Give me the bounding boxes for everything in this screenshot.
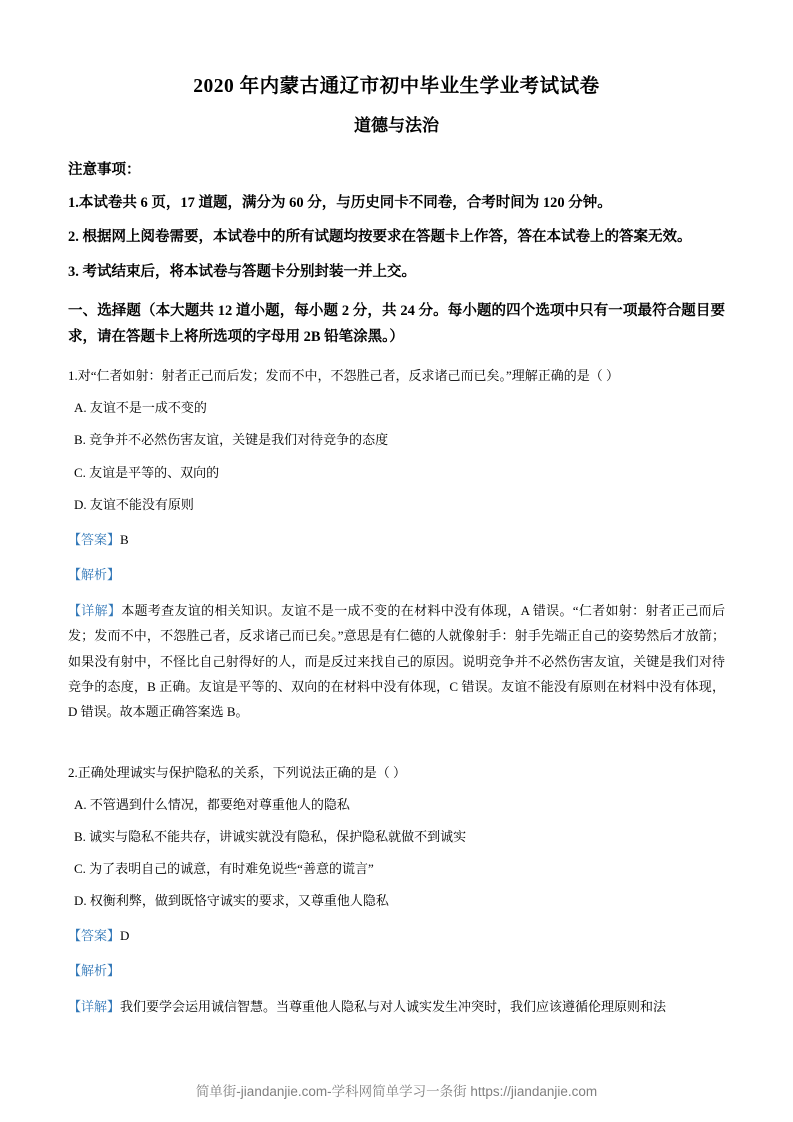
question-option: B. 竞争并不必然伤害友谊，关键是我们对待竞争的态度 xyxy=(74,432,389,448)
question-option: A. 友谊不是一成不变的 xyxy=(74,400,207,416)
question-stem: 2.正确处理诚实与保护隐私的关系，下列说法正确的是（ ） xyxy=(68,764,407,780)
question-stem: 1.对“仁者如射：射者正己而后发；发而不中，不怨胜己者，反求诸己而已矣。”理解正确的是（ ） xyxy=(68,368,620,384)
detail-tag: 【详解】 xyxy=(68,999,121,1015)
analysis-tag: 【解析】 xyxy=(68,566,121,582)
question-option: A. 不管遇到什么情况，都要绝对尊重他人的隐私 xyxy=(74,796,350,812)
notice-item-3: 3. 考试结束后，将本试卷与答题卡分别封装一并上交。 xyxy=(68,263,416,280)
question-option: D. 友谊不能没有原则 xyxy=(74,496,194,512)
question-option: B. 诚实与隐私不能共存，讲诚实就没有隐私，保护隐私就做不到诚实 xyxy=(74,828,467,844)
page-title: 2020 年内蒙古通辽市初中毕业生学业考试试卷 xyxy=(193,76,600,97)
question-option: D. 权衡利弊，做到既恪守诚实的要求，又尊重他人隐私 xyxy=(74,893,389,908)
notice-heading: 注意事项： xyxy=(68,161,141,178)
detail-paragraph xyxy=(68,598,725,725)
detail-text: 我们要学会运用诚信智慧。当尊重他人隐私与对人诚实发生冲突时，我们应该遵循伦理原则和法 xyxy=(120,999,667,1015)
section-heading: 一、选择题（本大题共 12 道小题，每小题 2 分，共 24 分。每小题的四个选项中只有一项最符合题目要求，请在答题卡上将所选项的字母用 2B 铅笔涂黑。） xyxy=(68,303,725,346)
notice-item-1: 1.本试卷共 6 页，17 道题，满分为 60 分，与历史同卡不同卷，合考时间为 120 分钟。 xyxy=(68,194,612,211)
detail-text: 本题考查友谊的相关知识。友谊不是一成不变的在材料中没有体现，A 错误。“仁者如射：射者正己而后发；发而不中，不怨胜己者，反求诸己而已矣。”意思是有仁德的人就像射手：射手先端正自己的姿势然后才放箭；如果没有射中，不怪比自己射得好的人，而是反过来找自己的原因。说明竞争并不必然伤害友谊，关键是我们对待竞争的态度，B 正确。友谊是平等的、双向的在材料中没有体现，C 错误。友谊不能没有原则在材料中没有体现，D 错误。故本题正确答案选 B。 xyxy=(68,602,725,720)
answer-line xyxy=(68,529,725,551)
answer-tag: 【答案】 xyxy=(68,531,121,547)
analysis-tag: 【解析】 xyxy=(68,963,121,979)
detail-paragraph xyxy=(68,994,725,1019)
answer-value: B xyxy=(120,531,129,547)
detail-tag: 【详解】 xyxy=(68,602,122,618)
footer-watermark: 简单街-jiandanjie.com-学科网简单学习一条街 https://jiandanjie.com xyxy=(195,1084,598,1099)
question-spacer xyxy=(68,725,725,747)
question-option: C. 为了表明自己的诚意，有时难免说些“善意的谎言” xyxy=(74,860,374,876)
question-option: C. 友谊是平等的、双向的 xyxy=(74,464,220,480)
answer-tag: 【答案】 xyxy=(68,928,121,944)
answer-value: D xyxy=(120,928,130,944)
page-subtitle: 道德与法治 xyxy=(354,116,439,136)
answer-line xyxy=(68,925,725,947)
notice-item-2: 2. 根据网上阅卷需要，本试卷中的所有试题均按要求在答题卡上作答，答在本试卷上的答案无效。 xyxy=(68,229,692,246)
